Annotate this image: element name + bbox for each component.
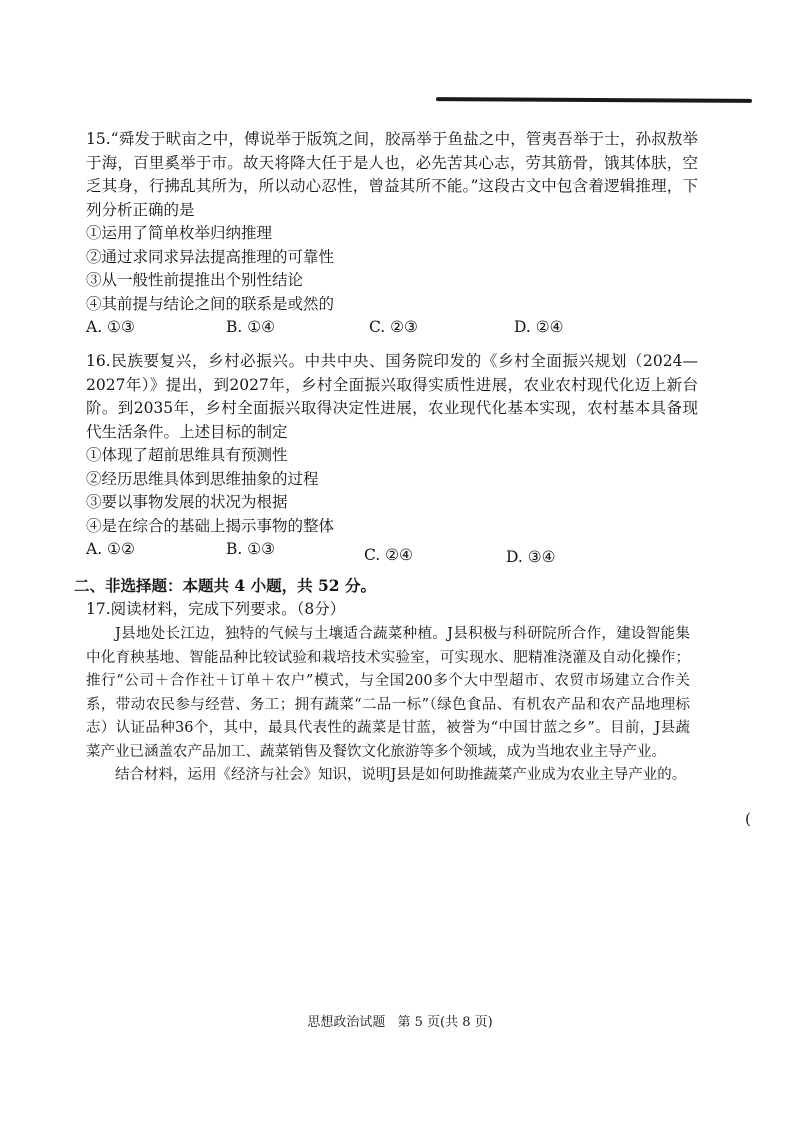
material-paragraph: J县地处长江边，独特的气候与土壤适合蔬菜种植。J县积极与科研院所合作，建设智能集中化育秧基地、智能品种比较试验和栽培技术实验室，可实现水、肥精准浇灌及自动化操作；推行“公司＋合作社＋订单＋农户”模式，与全国200多个大中型超市、农贸市场建立合作关系，带动农民参与经营、务工；拥有蔬菜“二品一标”（绿色食品、有机农产品和农产品地理标志）认证品种36个，其中，最具代表性的蔬菜是甘蓝，被誉为“中国甘蓝之乡”。目前，J县蔬菜产业已涵盖农产品加工、蔬菜销售及餐饮文化旅游等多个领域，成为当地农业主导产业。 (86, 626, 690, 760)
margin-mark: ( (745, 810, 751, 828)
question-17-title-text: 17.阅读材料，完成下列要求。（8分） (86, 600, 346, 618)
question-15-options (86, 316, 698, 340)
footer-subject: 思想政治试题 (307, 1015, 386, 1030)
question-15 (86, 128, 698, 340)
option-b: B. ①④ (226, 318, 276, 336)
question-17-material (86, 623, 690, 788)
option-a: A. ①② (86, 540, 135, 558)
question-16-item-3: ③要以事物发展的状况为根据 (86, 493, 288, 511)
question-16-options (86, 538, 698, 566)
option-c: C. ②③ (369, 318, 418, 336)
section-heading: 二、非选择题：本题共 4 小题，共 52 分。 (74, 576, 376, 595)
footer-page-number: 第 5 页(共 8 页) (397, 1015, 493, 1030)
question-15-stem: 15.“舜发于畎亩之中，傅说举于版筑之间，胶鬲举于鱼盐之中，管夷吾举于士，孙叔敖举于海，百里奚举于市。故天将降大任于是人也，必先苦其心志，劳其筋骨，饿其体肤，空乏其身，行拂乱其所为，所以动心忍性，曾益其所不能。”这段古文中包含着逻辑推理，下列分析正确的是 (86, 130, 698, 219)
option-b: B. ①③ (226, 540, 276, 558)
question-16-item-2: ②经历思维具体到思维抽象的过程 (86, 469, 319, 488)
option-d: D. ③④ (506, 548, 556, 566)
option-d: D. ②④ (514, 318, 564, 336)
question-16-item-4: ④是在综合的基础上揭示事物的整体 (86, 516, 335, 535)
question-16-item-1: ①体现了超前思维具有预测性 (86, 446, 288, 464)
question-17-title (86, 598, 698, 622)
question-15-item-1: ①运用了简单枚举归纳推理 (86, 224, 273, 242)
question-15-item-4: ④其前提与结论之间的联系是或然的 (86, 294, 335, 313)
option-a: A. ①③ (86, 318, 135, 336)
page-footer (0, 1011, 800, 1030)
question-16 (86, 350, 698, 566)
requirement-paragraph: 结合材料，运用《经济与社会》知识，说明J县是如何助推蔬菜产业成为农业主导产业的。 (115, 767, 687, 783)
header-rule (436, 97, 752, 103)
question-16-stem: 16.民族要复兴，乡村必振兴。中共中央、国务院印发的《乡村全面振兴规划（2024—2027年）》提出，到2027年，乡村全面振兴取得实质性进展，农业农村现代化迈上新台阶。到2035年，乡村全面振兴取得决定性进展，农业现代化基本实现，农村基本具备现代生活条件。上述目标的制定 (86, 352, 698, 441)
question-15-item-2: ②通过求同求异法提高推理的可靠性 (86, 247, 335, 266)
question-15-item-3: ③从一般性前提推出个别性结论 (86, 271, 304, 289)
option-c: C. ②④ (364, 546, 413, 564)
